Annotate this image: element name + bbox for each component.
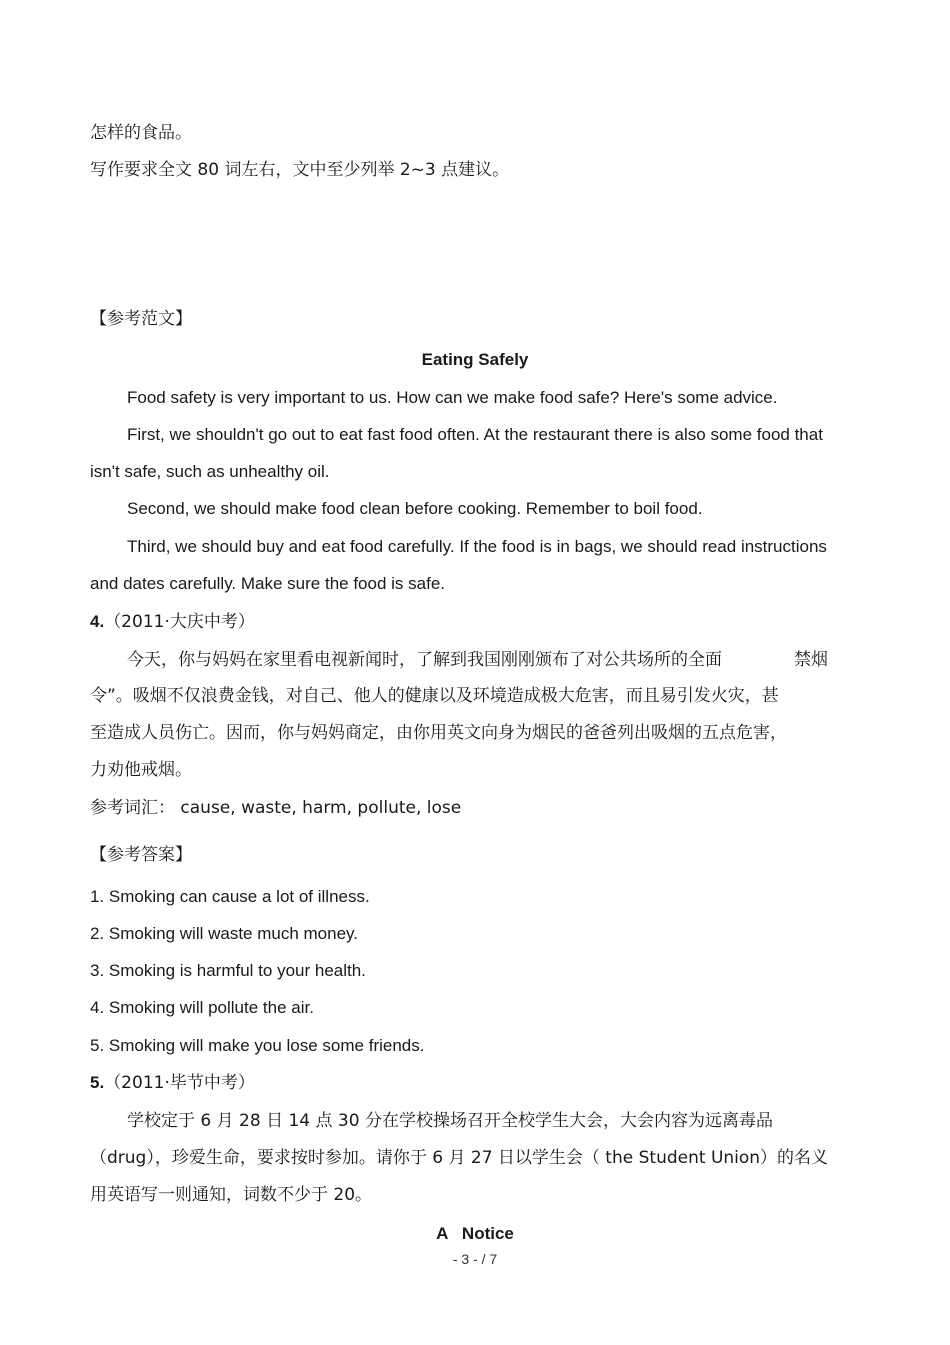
body-line: 用英语写一则通知，词数不少于 20。 xyxy=(90,1185,373,1205)
section-heading: 【参考范文】 xyxy=(90,309,192,329)
body-text: 禁烟 xyxy=(794,650,828,670)
essay-line: First, we shouldn't go out to eat fast food often. At the restaurant there is also some food that xyxy=(127,425,823,444)
question-header xyxy=(90,610,870,634)
section-heading: 【参考答案】 xyxy=(90,845,192,865)
answer-item: 2. Smoking will waste much money. xyxy=(90,924,359,943)
essay-title: Eating Safely xyxy=(421,350,529,369)
essay-line: and dates carefully. Make sure the food is safe. xyxy=(90,574,445,593)
question-header xyxy=(90,1071,870,1095)
body-line: 至造成人员伤亡。因而，你与妈妈商定，由你用英文向身为烟民的爸爸列出吸烟的五点危害， xyxy=(90,723,787,743)
question-number: 5. xyxy=(90,1073,105,1092)
question-source: （2011·大庆中考） xyxy=(104,612,255,632)
essay-line: Second, we should make food clean before cooking. Remember to boil food. xyxy=(127,499,703,518)
essay-line: Third, we should buy and eat food carefully. If the food is in bags, we should read instructions xyxy=(127,537,827,556)
body-line: 学校定于 6 月 28 日 14 点 30 分在学校操场召开全校学生大会，大会内容为远离毒品 xyxy=(127,1111,773,1131)
body-line: 怎样的食品。 xyxy=(90,123,192,143)
question-source: （2011·毕节中考） xyxy=(104,1073,255,1093)
body-line: 力劝他戒烟。 xyxy=(90,760,192,780)
answer-item: 5. Smoking will make you lose some friends. xyxy=(90,1036,425,1055)
essay-line: Food safety is very important to us. How can we make food safe? Here's some advice. xyxy=(127,388,778,407)
notice-title: A Notice xyxy=(436,1224,514,1243)
body-line: 写作要求全文 80 词左右，文中至少列举 2~3 点建议。 xyxy=(90,160,510,180)
answer-item: 3. Smoking is harmful to your health. xyxy=(90,961,366,980)
answer-item: 1. Smoking can cause a lot of illness. xyxy=(90,887,370,906)
body-line xyxy=(127,648,870,672)
essay-line: isn't safe, such as unhealthy oil. xyxy=(90,462,330,481)
vocabulary-line: 参考词汇： cause, waste, harm, pollute, lose xyxy=(90,798,462,818)
body-text: 今天，你与妈妈在家里看电视新闻时，了解到我国刚刚颁布了对公共场所的全面 xyxy=(127,650,722,670)
answer-item: 4. Smoking will pollute the air. xyxy=(90,998,314,1017)
question-number: 4. xyxy=(90,612,105,631)
page-number: - 3 - / 7 xyxy=(452,1251,498,1267)
body-line: 令”。吸烟不仅浪费金钱，对自己、他人的健康以及环境造成极大危害，而且易引发火灾，甚 xyxy=(90,686,779,706)
body-line: （drug），珍爱生命，要求按时参加。请你于 6 月 27 日以学生会（ the Student Union）的名义 xyxy=(90,1148,829,1168)
